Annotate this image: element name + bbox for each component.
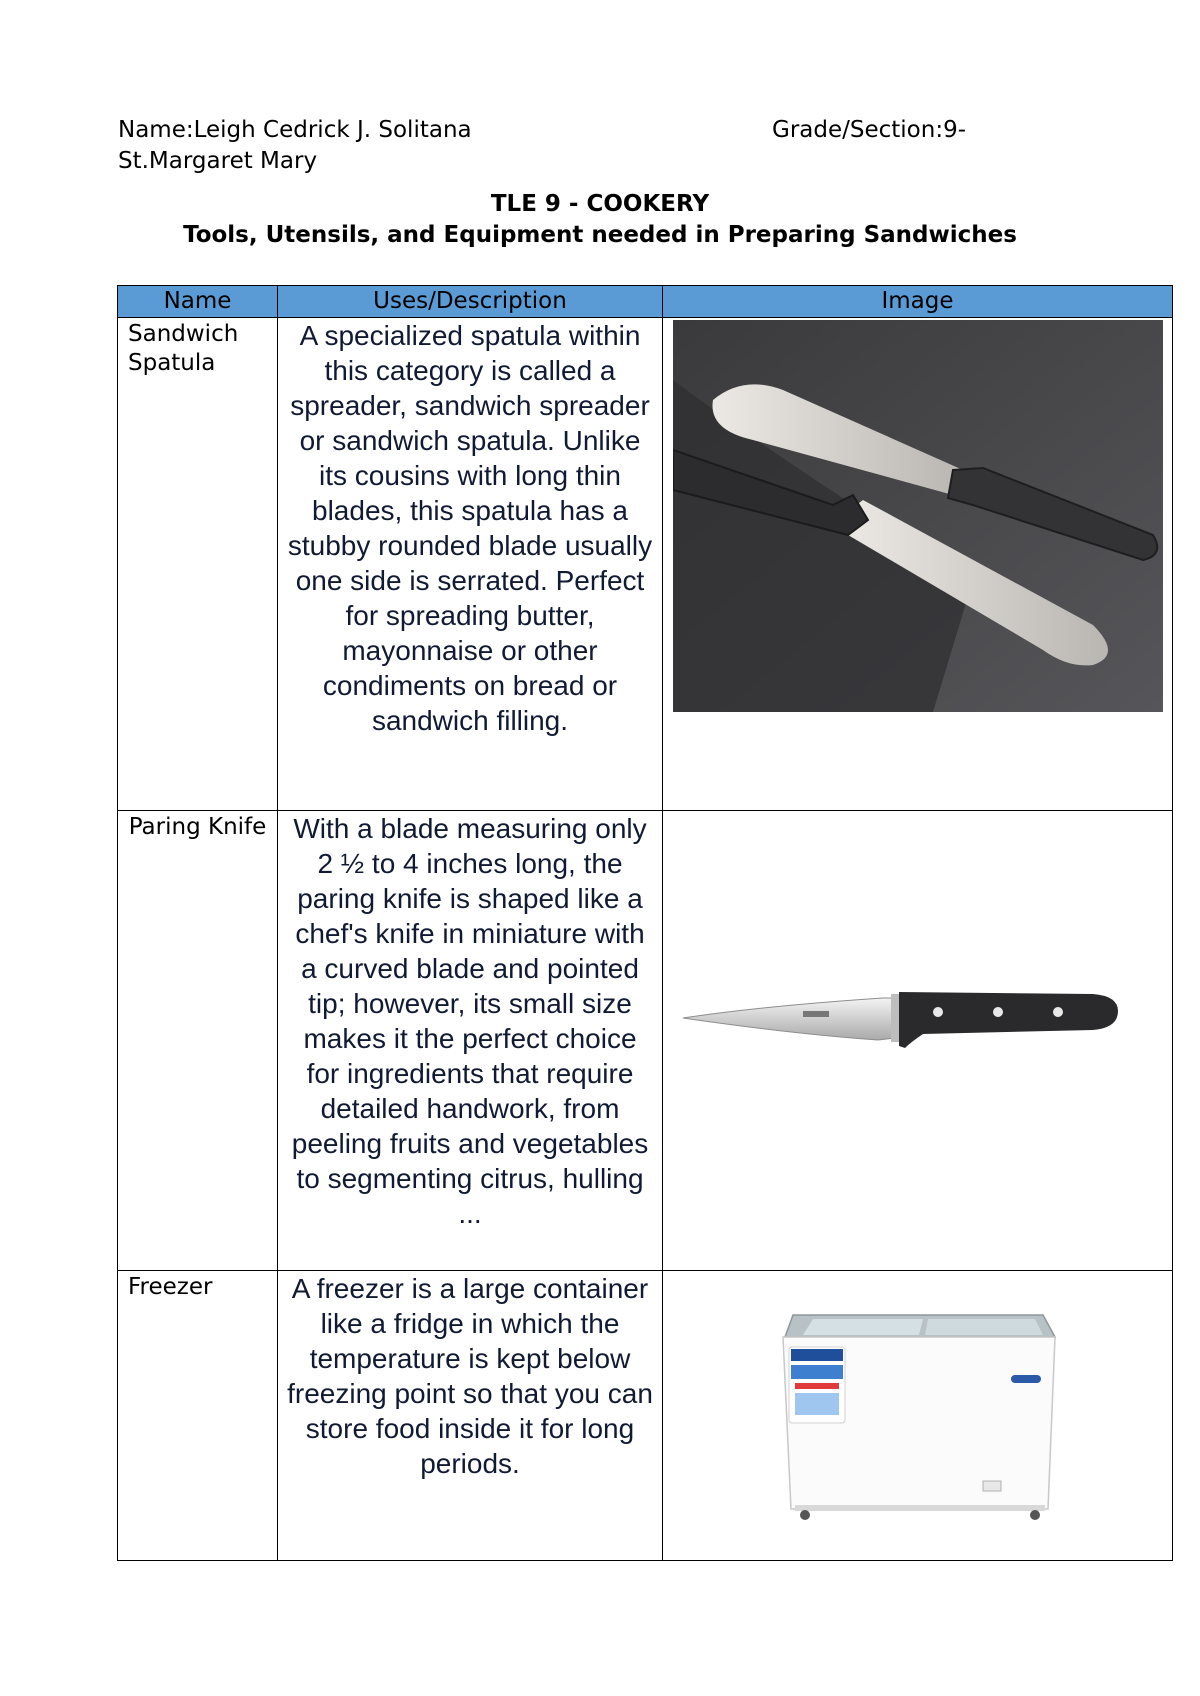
table-header-row	[118, 286, 1173, 318]
column-header-description: Uses/Description	[278, 286, 663, 318]
tool-image-cell	[663, 811, 1173, 1271]
column-header-name: Name	[118, 286, 278, 318]
tool-description: With a blade measuring only 2 ½ to 4 inches long, the paring knife is shaped like a chef's knife in miniature with a curved blade and pointed tip; however, its small size makes it the perfect choice for ingredients that require detailed handwork, from peeling fruits and vegetables to segmenting citrus, hulling ...	[278, 811, 663, 1271]
table-row	[118, 318, 1173, 811]
freezer-photo	[773, 1309, 1063, 1529]
column-header-image: Image	[663, 286, 1173, 318]
document-title: TLE 9 - COOKERY	[490, 191, 710, 217]
section-name: St.Margaret Mary	[118, 148, 318, 174]
spatula-photo	[673, 320, 1163, 712]
tool-description: A freezer is a large container like a fridge in which the temperature is kept below freezing point so that you can store food inside it for long periods.	[278, 1271, 663, 1561]
student-name: Name:Leigh Cedrick J. Solitana	[118, 117, 472, 143]
tool-name: Paring Knife	[118, 811, 278, 1271]
table-row	[118, 811, 1173, 1271]
tool-image-cell	[663, 1271, 1173, 1561]
knife-photo	[673, 976, 1163, 1076]
tool-image-cell	[663, 318, 1173, 811]
table-row	[118, 1271, 1173, 1561]
tools-table	[117, 285, 1173, 1561]
tool-name: Freezer	[118, 1271, 278, 1561]
document-subtitle: Tools, Utensils, and Equipment needed in Preparing Sandwiches	[183, 222, 1017, 248]
grade-section: Grade/Section:9-	[772, 117, 967, 143]
tool-description: A specialized spatula within this category is called a spreader, sandwich spreader or sandwich spatula. Unlike its cousins with long thin blades, this spatula has a stubby rounded blade usually one side is serrated. Perfect for spreading butter, mayonnaise or other condiments on bread or sandwich filling.	[278, 318, 663, 811]
tool-name: Sandwich Spatula	[118, 318, 278, 811]
